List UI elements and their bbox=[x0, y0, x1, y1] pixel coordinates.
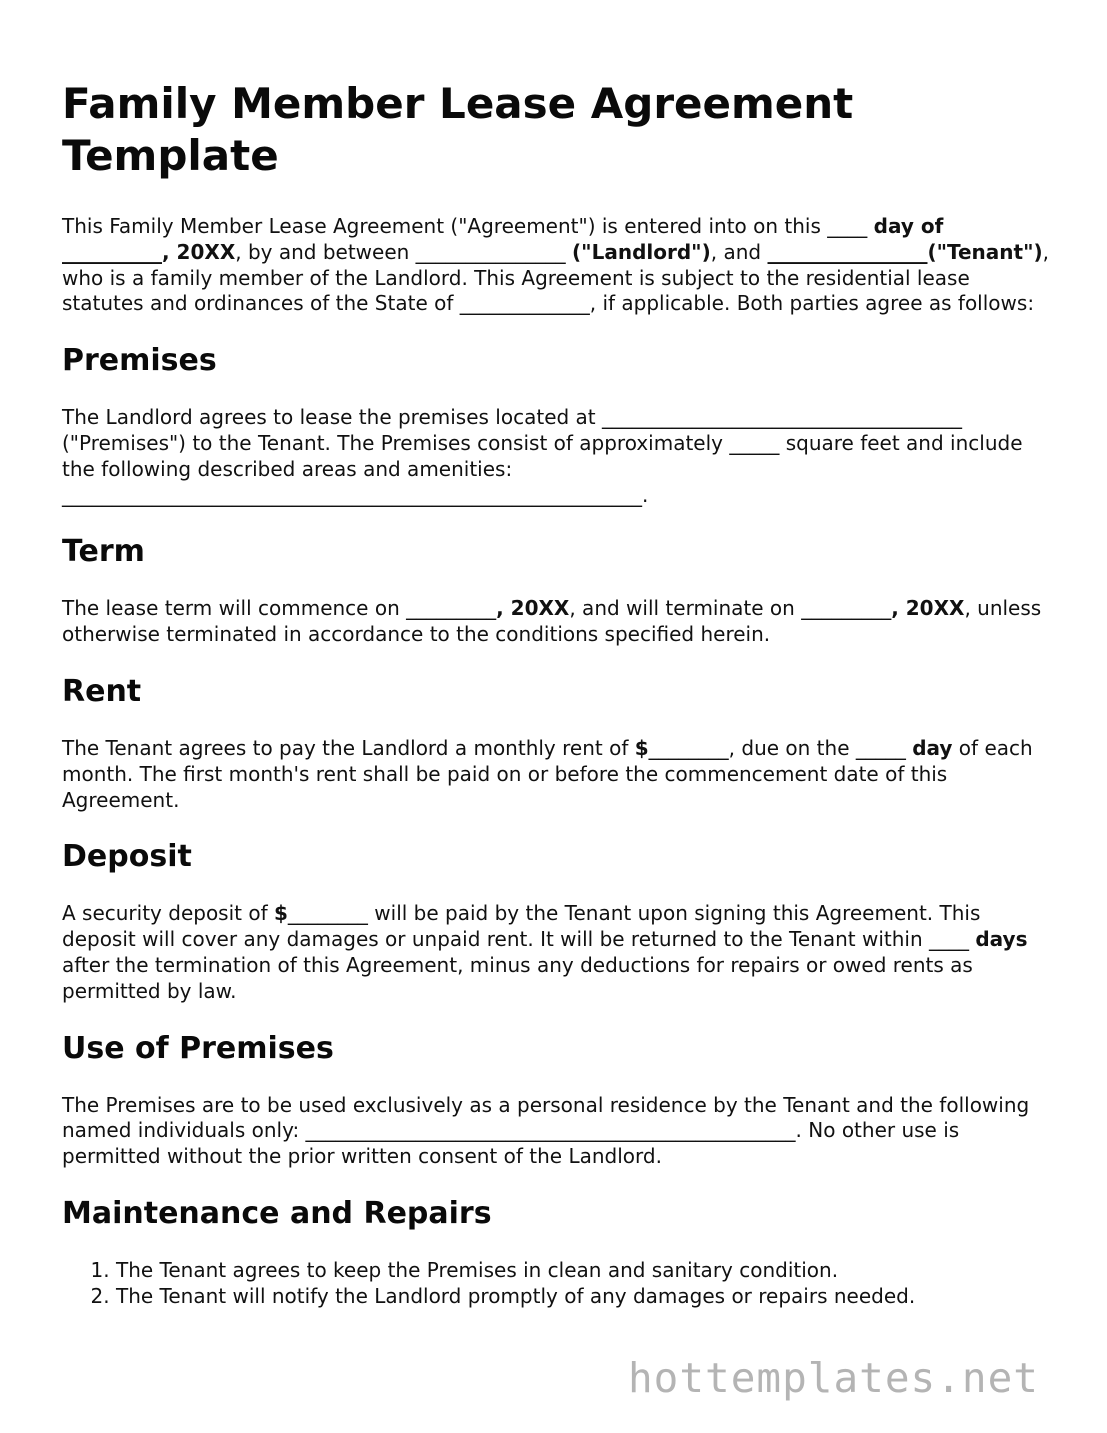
term-paragraph: The lease term will commence on _________, 20XX, and will terminate on _________, 20XX, unless otherwise terminated in accordance to the conditions specified herein. bbox=[62, 596, 1042, 647]
premises-paragraph: The Landlord agrees to lease the premises located at ____________________________________ ("Premises") to the Tenant. The Premises consist of approximately _____ square feet and include the following described areas and amenities: __________________________________________________________. bbox=[62, 405, 1023, 507]
use-of-premises-paragraph: The Premises are to be used exclusively as a personal residence by the Tenant and the following named individuals only: _________________________________________________. No other use is permitted without the prior written consent of the Landlord. bbox=[62, 1092, 1030, 1169]
list-item: 1. The Tenant agrees to keep the Premises in clean and sanitary condition. bbox=[116, 1258, 1052, 1284]
use-of-premises-heading: Use of Premises bbox=[62, 1030, 334, 1066]
deposit-paragraph: A security deposit of $________ will be paid by the Tenant upon signing this Agreement. This deposit will cover any damages or unpaid rent. It will be returned to the Tenant within ____ days after the termination of this Agreement, minus any deductions for repairs or owed rents as permitted by law. bbox=[62, 901, 1028, 1003]
list-item: 2. The Tenant will notify the Landlord promptly of any damages or repairs needed. bbox=[116, 1284, 1052, 1310]
maintenance-heading: Maintenance and Repairs bbox=[62, 1195, 492, 1231]
rent-heading: Rent bbox=[62, 673, 142, 709]
watermark: hottemplates.net bbox=[628, 1354, 1039, 1402]
intro-paragraph: This Family Member Lease Agreement ("Agreement") is entered into on this ____ day of __________, 20XX, by and between _______________ ("Landlord"), and ________________("Tenant"), who is a family member of the Landlord. This Agreement is subject to the residential lease statutes and ordinances of the State of _____________, if applicable. Both parties agree as follows: bbox=[62, 214, 1050, 316]
premises-heading: Premises bbox=[62, 343, 217, 379]
term-heading: Term bbox=[62, 534, 145, 570]
document-title: Family Member Lease Agreement Template bbox=[62, 79, 854, 180]
maintenance-list bbox=[62, 1258, 1052, 1310]
rent-paragraph: The Tenant agrees to pay the Landlord a monthly rent of $________, due on the _____ day of each month. The first month's rent shall be paid on or before the commencement date of this Agreement. bbox=[62, 735, 1033, 812]
document-page bbox=[62, 78, 1052, 1310]
deposit-heading: Deposit bbox=[62, 839, 192, 875]
